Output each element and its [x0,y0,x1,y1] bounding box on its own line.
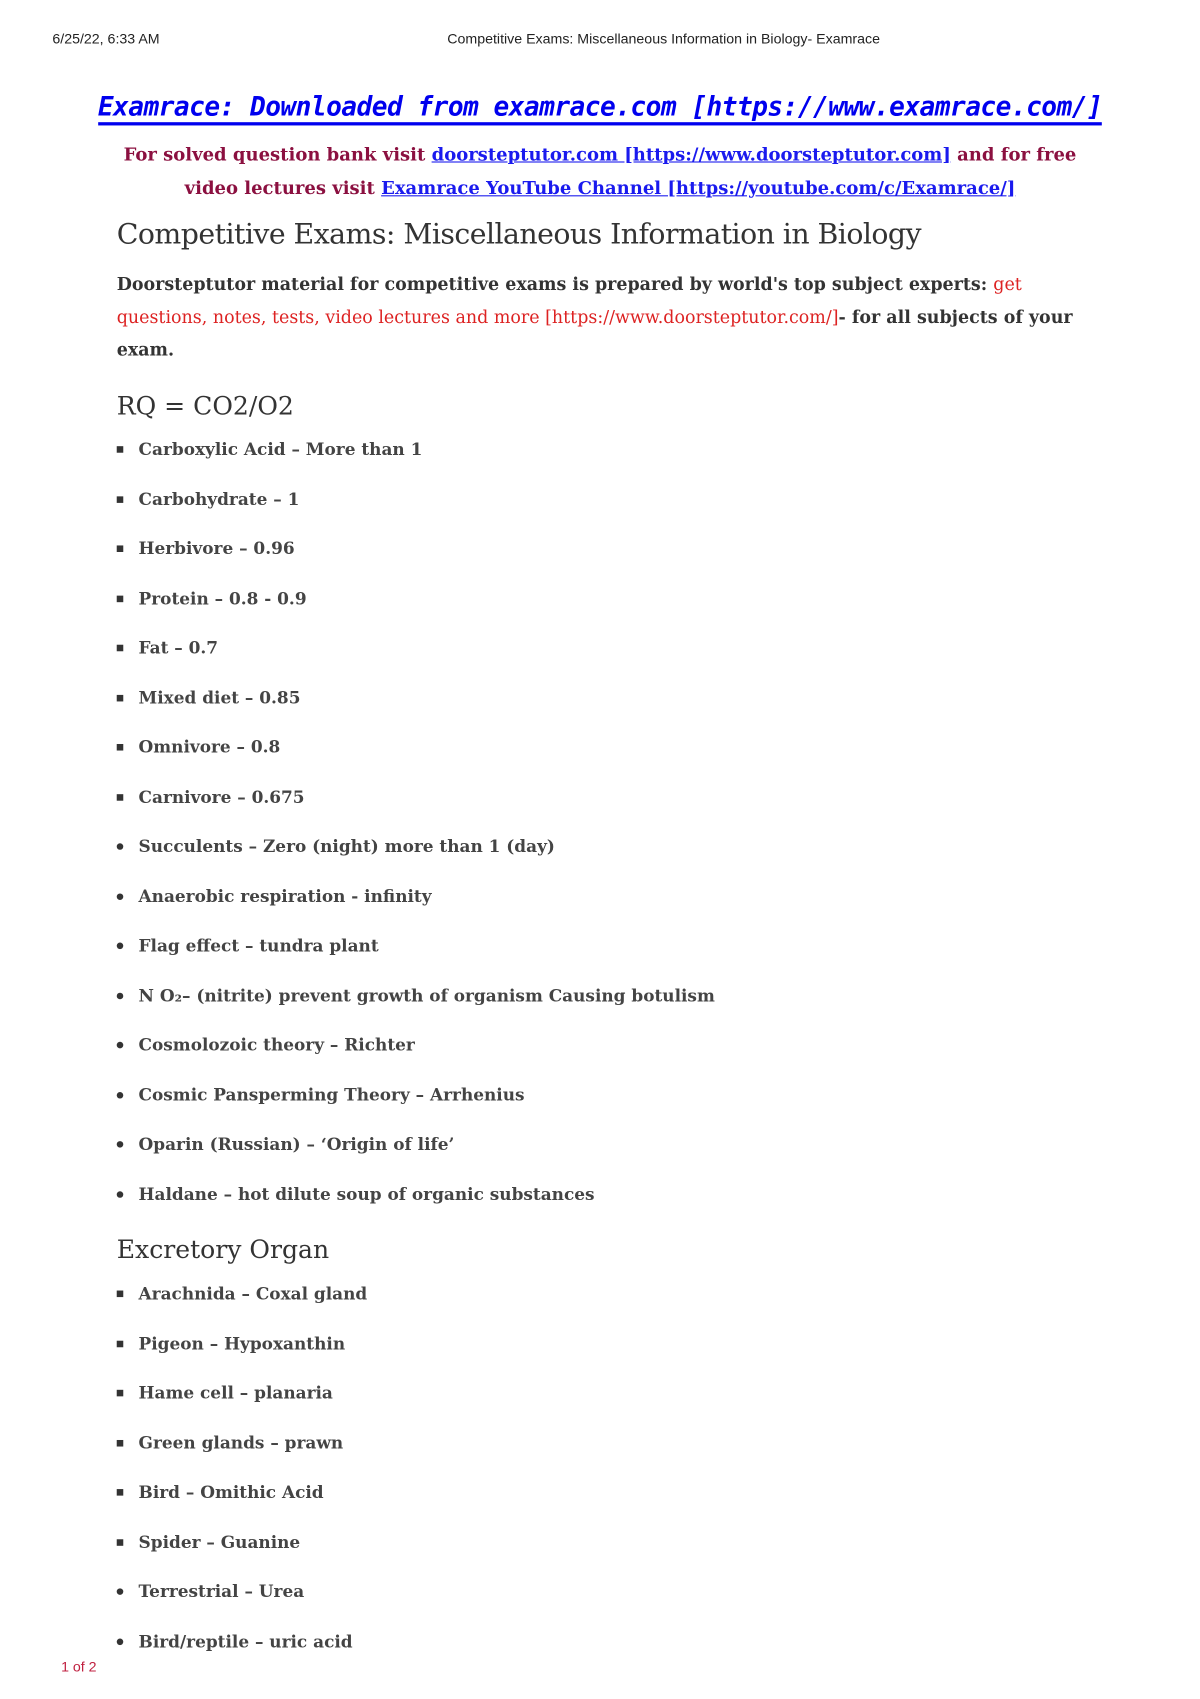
list-item [117,488,715,538]
bullet-icon [117,1489,124,1496]
list-item-text: Fat – 0.7 [138,637,219,658]
list-item [117,1133,715,1183]
list-item [117,637,715,687]
list-item [117,1382,368,1432]
bullet-icon [117,496,124,503]
page-number: 1 of 2 [61,1658,97,1675]
bullet-icon [117,1439,124,1446]
list-item [117,985,715,1035]
list-item-text: Arachnida – Coxal gland [138,1282,368,1304]
doorsteptutor-link[interactable]: doorsteptutor.com [https://www.doorsteptutor.com] [431,143,951,165]
list-item [117,885,715,935]
bullet-icon [117,943,124,950]
examrace-link[interactable]: Examrace: Downloaded from examrace.com [https://www.examrace.com/] [98,92,1102,126]
list-item-text: Oparin (Russian) – ‘Origin of life’ [138,1133,455,1155]
bullet-icon [117,794,124,801]
bullet-icon [117,1638,124,1645]
bullet-icon [117,645,124,652]
promo-text-1: For solved question bank visit [123,143,432,165]
list-item [117,736,715,786]
list-item [117,687,715,737]
bullet-icon [117,1042,124,1049]
bullet-icon [117,595,124,602]
list-item [117,1333,368,1383]
bullet-icon [117,545,124,552]
list-item [117,1183,715,1233]
list-item [117,587,715,637]
list-item-text: Haldane – hot dilute soup of organic substances [138,1183,595,1204]
list-item [117,1581,368,1631]
list-item [117,1630,368,1680]
print-date: 6/25/22, 6:33 AM [52,30,160,47]
section-heading-excretory: Excretory Organ [116,1235,330,1265]
list-item-text: Cosmolozoic theory – Richter [138,1034,415,1055]
list-item-text: Cosmic Pansperming Theory – Arrhenius [138,1083,525,1105]
intro-link[interactable]: get questions, notes, tests, video lectures and more [https://www.doorsteptutor.com/] [116,273,1022,328]
bullet-icon [117,1588,124,1595]
list-item-text: Mixed diet – 0.85 [138,686,301,708]
bullet-icon [117,893,124,900]
list-item [117,836,715,886]
bullet-icon [117,1191,124,1198]
list-item-text: Protein – 0.8 - 0.9 [138,587,307,609]
list-item-text: Flag effect – tundra plant [138,934,379,956]
promo-text [109,137,1091,205]
list-item-text: Bird – Omithic Acid [138,1481,324,1503]
page-title: Competitive Exams: Miscellaneous Information in Biology [116,218,922,251]
list-item [117,538,715,588]
list-item-text: Green glands – prawn [138,1431,344,1453]
list-item-text: Carbohydrate – 1 [138,488,300,509]
bullet-icon [117,992,124,999]
list-item-text: Terrestrial – Urea [138,1580,305,1602]
bullet-icon [117,1291,124,1298]
list-item [117,1432,368,1482]
intro-text-2: - for all subjects of your exam. [116,306,1073,360]
print-title: Competitive Exams: Miscellaneous Information in Biology- Examrace [447,30,880,47]
bullet-icon [117,446,124,453]
list-item-text: Bird/reptile – uric acid [138,1630,353,1652]
bullet-icon [117,1141,124,1148]
bullet-icon [117,1539,124,1546]
list-item-text: Anaerobic respiration - infinity [138,885,432,906]
banner [0,92,1200,123]
bullet-icon [117,744,124,751]
list-item [117,1084,715,1134]
list-item [117,1531,368,1581]
bullet-icon [117,1340,124,1347]
list-item [117,1034,715,1084]
excretory-list [117,1283,368,1680]
bullet-icon [117,694,124,701]
section-heading-rq: RQ = CO2/O2 [116,392,294,422]
bullet-icon [117,843,124,850]
list-item-text: Spider – Guanine [138,1531,301,1552]
youtube-link[interactable]: Examrace YouTube Channel [https://youtube.com/c/Examrace/] [381,177,1016,199]
bullet-icon [117,1091,124,1098]
list-item [117,935,715,985]
list-item-text: Hame cell – planaria [138,1382,333,1403]
list-item-text: Succulents – Zero (night) more than 1 (day) [138,835,555,857]
bullet-icon [117,1390,124,1397]
list-item-text: N O₂– (nitrite) prevent growth of organism Causing botulism [138,984,715,1006]
intro-text-1: Doorsteptutor material for competitive exams is prepared by world's top subject experts: [116,273,994,295]
list-item-text: Omnivore – 0.8 [138,736,281,758]
list-item [117,786,715,836]
list-item [117,1481,368,1531]
list-item-text: Herbivore – 0.96 [138,537,295,559]
list-item [117,439,715,489]
rq-list [117,439,715,1233]
list-item-text: Carboxylic Acid – More than 1 [138,438,423,460]
promo-text-2: and for free video lectures visit [184,143,1077,199]
list-item-text: Pigeon – Hypoxanthin [138,1332,346,1354]
list-item [117,1283,368,1333]
list-item-text: Carnivore – 0.675 [138,785,305,807]
intro [117,268,1099,366]
